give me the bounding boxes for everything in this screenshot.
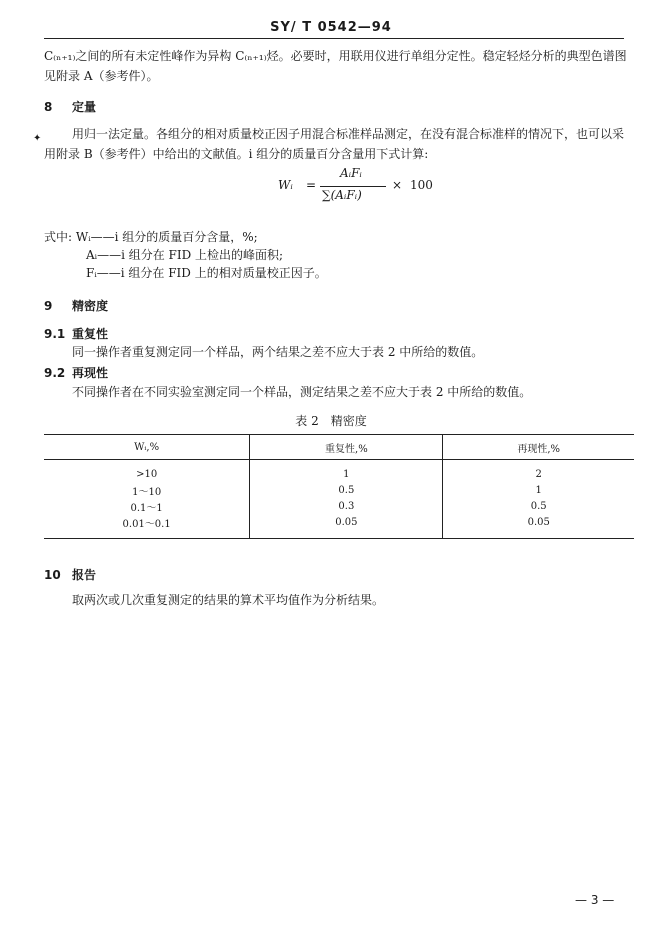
table-row (44, 498, 634, 514)
cell-wi: 0.1～1 (130, 502, 163, 514)
cell-reproducibility: 0.05 (443, 514, 634, 539)
formula-lhs: Wᵢ (278, 178, 293, 192)
header-reproducibility: 再现性,% (443, 435, 634, 460)
table-row (44, 514, 634, 539)
section-title: 重复性 (72, 327, 109, 341)
margin-mark: ✦ (33, 133, 42, 144)
where-line-3: Fᵢ——i 组分在 FID 上的相对质量校正因子。 (86, 266, 327, 280)
cell-repeatability: 0.5 (250, 482, 443, 498)
section-title: 定量 (72, 100, 97, 114)
table-title: 精密度 (330, 414, 367, 428)
table-row (44, 460, 634, 483)
formula-equals: = (306, 178, 317, 192)
formula-denominator: ∑(AᵢFᵢ) (322, 188, 362, 202)
where-line-2: Aᵢ——i 组分在 FID 上检出的峰面积; (86, 248, 284, 262)
page-header: SY/ T 0542—94 (270, 20, 392, 35)
header-wi: Wᵢ,% (44, 435, 250, 460)
cell-wi: 0.01～0.1 (44, 514, 250, 539)
section-9-2-heading (44, 364, 108, 381)
section-8-heading (44, 98, 96, 115)
section-title: 报告 (72, 568, 97, 582)
where-line-1: 式中: Wᵢ——i 组分的质量百分含量，%; (44, 230, 258, 244)
formula-factor: 100 (410, 178, 433, 192)
table-label: 表 2 (295, 414, 319, 428)
section-title: 再现性 (72, 366, 109, 380)
header-repeatability: 重复性,% (250, 435, 443, 460)
table-caption (0, 412, 662, 429)
cell-repeatability: 0.05 (250, 514, 443, 539)
cell-reproducibility: 2 (443, 460, 634, 483)
fraction-bar (320, 186, 386, 187)
section-9-heading (44, 297, 108, 314)
formula-times: × (392, 178, 403, 192)
section-title: 精密度 (72, 299, 109, 313)
page-number: — 3 — (575, 893, 615, 907)
mass-percent-formula (272, 166, 472, 212)
cell-wi: 1～10 (132, 486, 162, 498)
section-number: 9 (44, 299, 53, 313)
intro-paragraph: C₍ₙ₊₁₎之间的所有未定性峰作为异构 C₍ₙ₊₁₎烃。必要时，用联用仪进行单组分定性。稳定轻烃分析的典型色谱图见附录 A（参考件）。 (44, 49, 627, 83)
section-number: 8 (44, 100, 53, 114)
precision-table (44, 434, 634, 539)
section-9-2-paragraph: 不同操作者在不同实验室测定同一个样品，测定结果之差不应大于表 2 中所给的数值。 (72, 385, 532, 399)
section-number: 9.1 (44, 327, 66, 341)
cell-reproducibility: 0.5 (443, 498, 634, 514)
section-8-paragraph: 用归一法定量。各组分的相对质量校正因子用混合标准样品测定，在没有混合标准样的情况下，也可以采用附录 B（参考件）中给出的文献值。i 组分的质量百分含量用下式计算: (44, 127, 625, 161)
table-header-row (44, 435, 634, 460)
section-number: 9.2 (44, 366, 66, 380)
cell-repeatability: 1 (250, 460, 443, 483)
section-9-1-heading (44, 325, 108, 342)
formula-numerator: AᵢFᵢ (340, 166, 362, 180)
cell-reproducibility: 1 (443, 482, 634, 498)
section-10-heading (44, 566, 96, 583)
section-10-paragraph: 取两次或几次重复测定的结果的算术平均值作为分析结果。 (72, 593, 385, 607)
cell-wi: >10 (136, 468, 158, 480)
cell-repeatability: 0.3 (250, 498, 443, 514)
section-number: 10 (44, 568, 61, 582)
table-row (44, 482, 634, 498)
section-9-1-paragraph: 同一操作者重复测定同一个样品，两个结果之差不应大于表 2 中所给的数值。 (72, 345, 484, 359)
header-rule (44, 38, 624, 39)
